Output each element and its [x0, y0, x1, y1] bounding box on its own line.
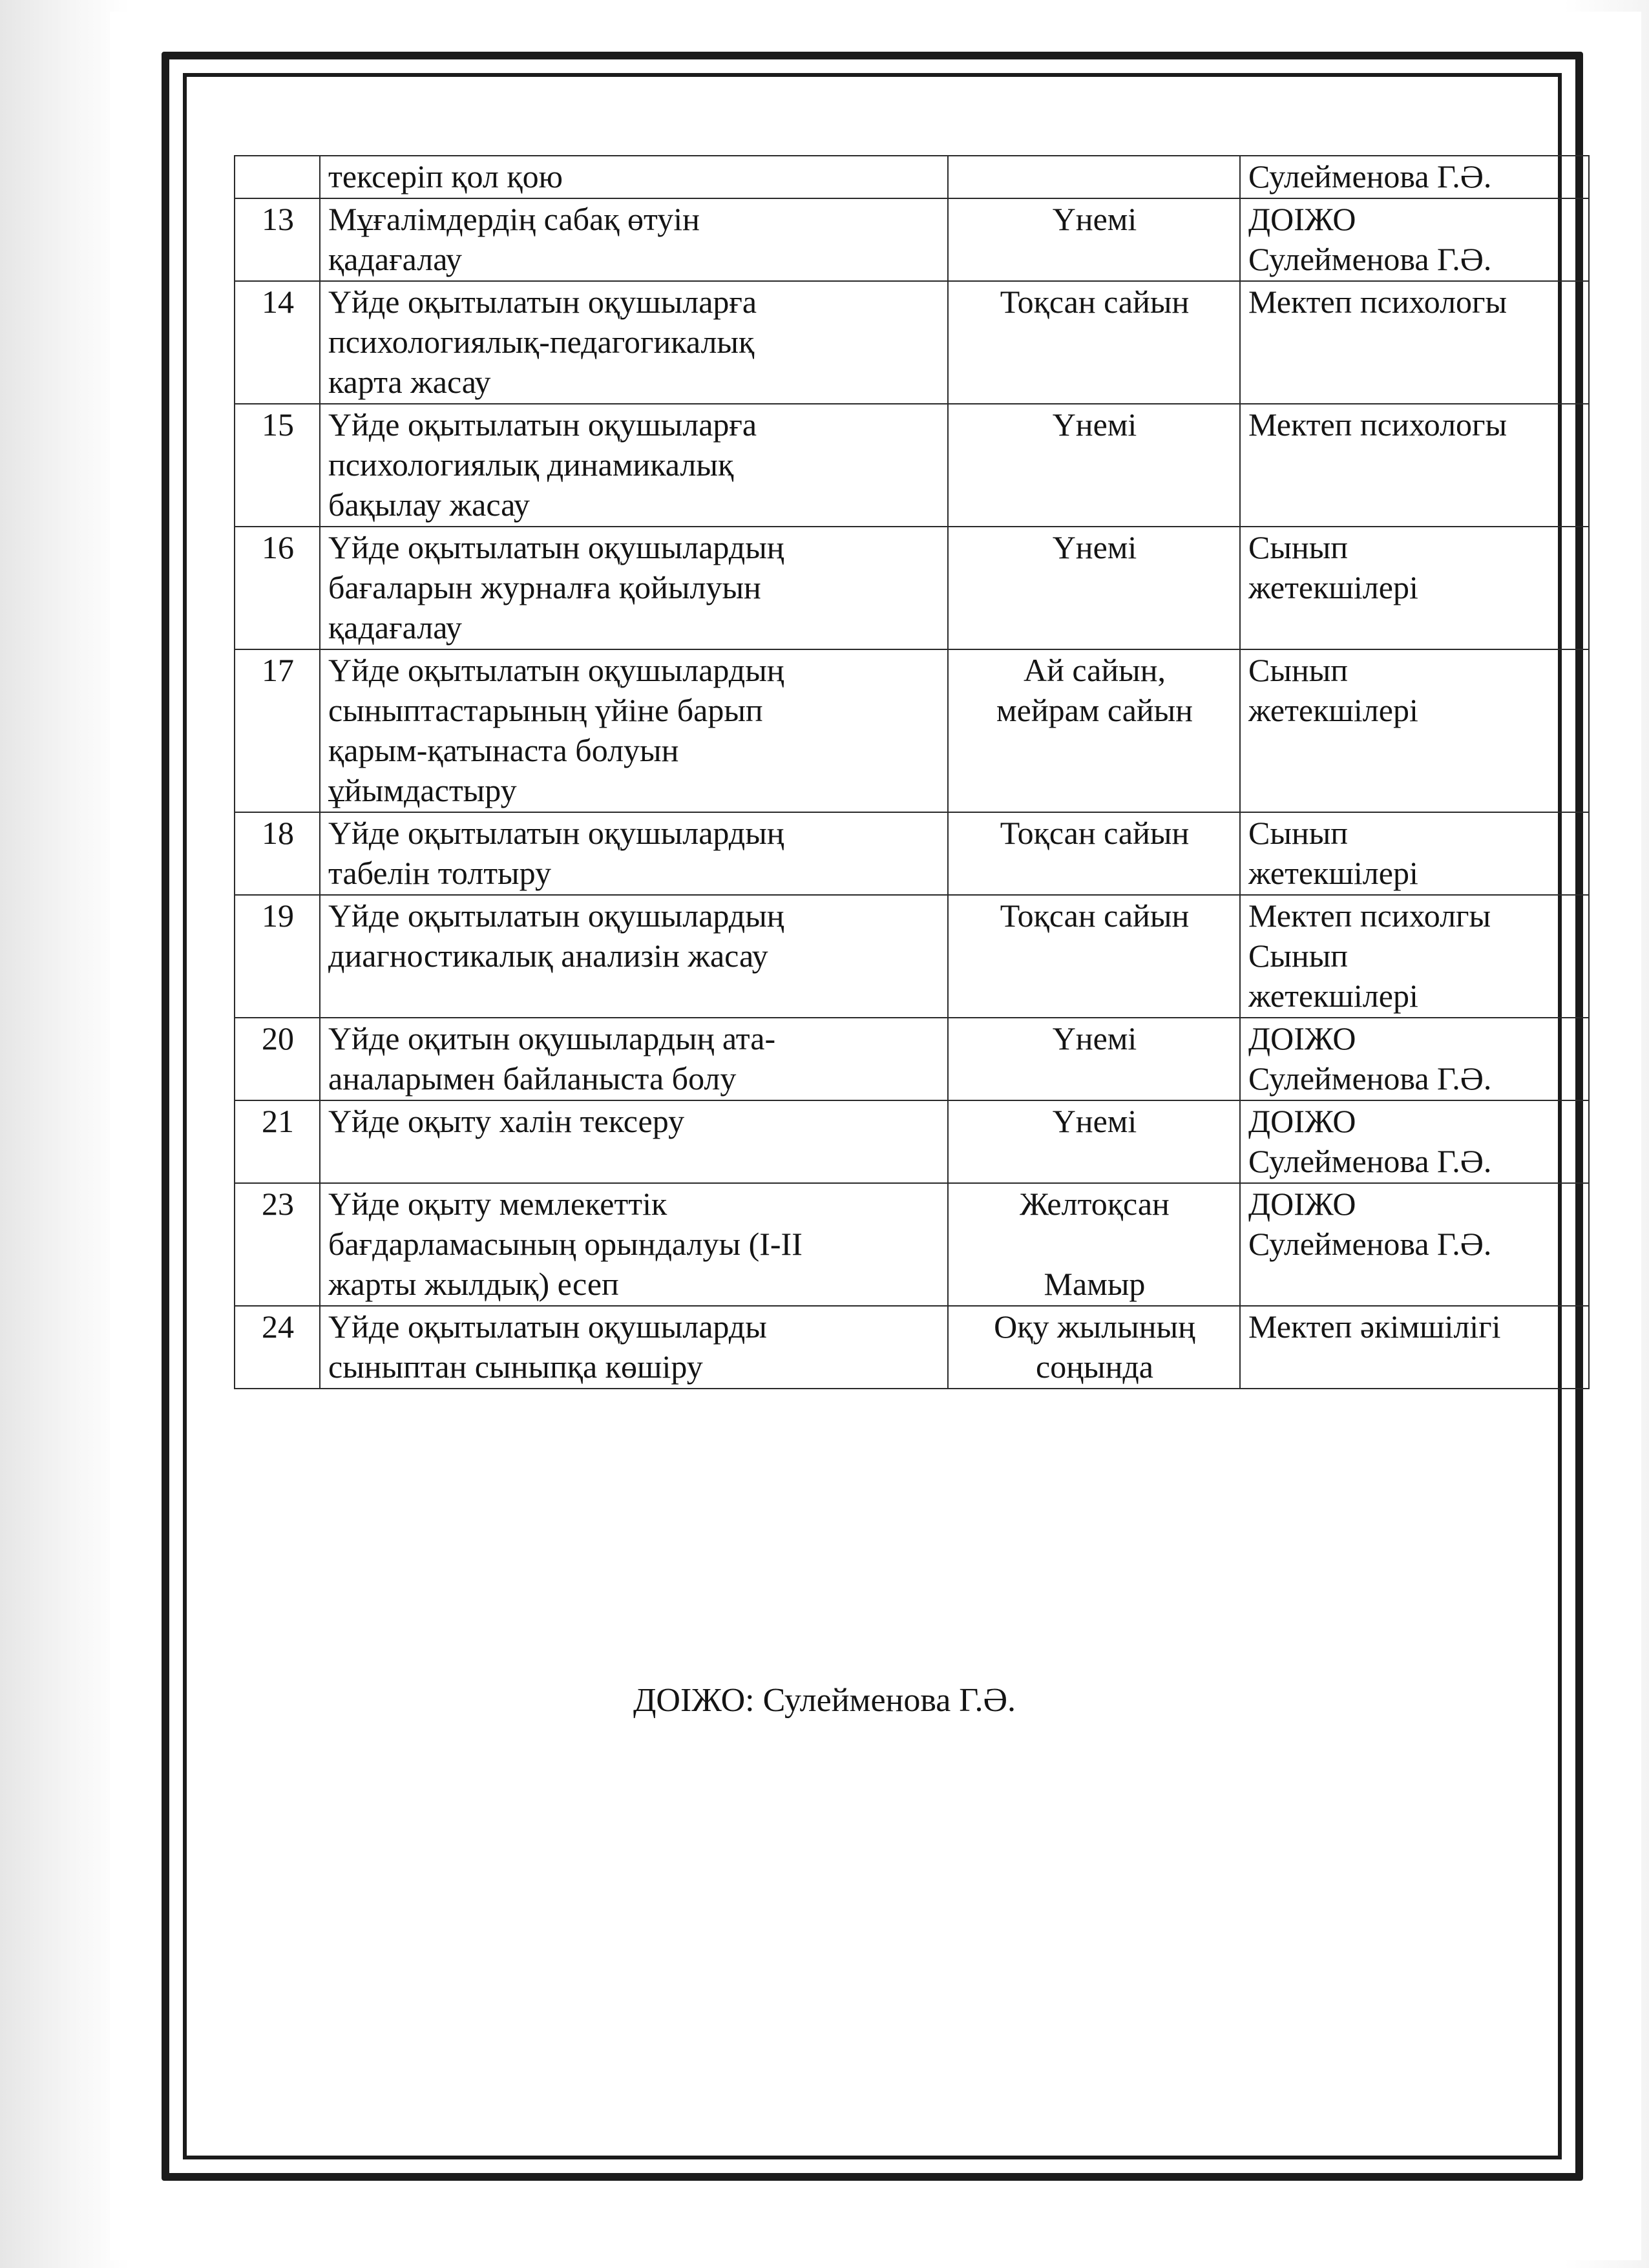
term-text: Үнемі	[1052, 1103, 1137, 1139]
task-text: бағаларын журналға қойылуын	[328, 569, 761, 605]
task-text: тексеріп қол қою	[328, 158, 563, 194]
task-cell	[320, 198, 948, 281]
responsible-text: Сынып	[1248, 652, 1349, 688]
row-number-text: 16	[262, 529, 294, 565]
responsible-text: Сулейменова Г.Ә.	[1248, 241, 1492, 277]
term-cell	[948, 895, 1240, 1018]
row-number-cell	[235, 649, 320, 812]
table-row	[235, 1100, 1589, 1183]
term-text	[956, 156, 1233, 196]
responsible-text: Сулейменова Г.Ә.	[1248, 158, 1492, 194]
task-text: Мұғалімдердің сабақ өтуін	[328, 201, 700, 237]
task-text: Үйде оқытылатын оқушыларды	[328, 1308, 767, 1345]
task-cell	[320, 812, 948, 895]
task-cell	[320, 156, 948, 198]
responsible-text: Сынып	[1248, 529, 1349, 565]
plan-table-body	[235, 156, 1589, 1389]
task-cell	[320, 1018, 948, 1100]
row-number-cell	[235, 527, 320, 649]
task-cell	[320, 1183, 948, 1306]
responsible-text: Сулейменова Г.Ә.	[1248, 1226, 1492, 1262]
plan-table	[234, 155, 1590, 1389]
responsible-cell	[1240, 1306, 1589, 1389]
responsible-text: Сулейменова Г.Ә.	[1248, 1060, 1492, 1097]
term-text	[956, 1224, 1233, 1264]
responsible-text: жетекшілері	[1248, 692, 1418, 728]
term-cell	[948, 281, 1240, 404]
term-text: Үнемі	[1052, 529, 1137, 565]
task-text: ұйымдастыру	[328, 772, 517, 808]
responsible-text: Мектеп психолгы	[1248, 898, 1491, 934]
term-text: Желтоқсан	[1020, 1186, 1170, 1222]
term-text: Тоқсан сайын	[1000, 898, 1190, 934]
row-number-cell	[235, 156, 320, 198]
table-row	[235, 1018, 1589, 1100]
table-row	[235, 198, 1589, 281]
responsible-cell	[1240, 812, 1589, 895]
term-text: Тоқсан сайын	[1000, 284, 1190, 320]
responsible-text: Сынып	[1248, 938, 1349, 974]
task-cell	[320, 404, 948, 527]
row-number-text: 18	[262, 815, 294, 851]
task-text: Үйде оқытылатын оқушылардың	[328, 529, 784, 565]
task-text: қадағалау	[328, 241, 462, 277]
task-text: сыныптан сыныпқа көшіру	[328, 1349, 703, 1385]
task-text: Үйде оқытылатын оқушылардың	[328, 815, 784, 851]
responsible-cell	[1240, 895, 1589, 1018]
responsible-text: ДОІЖО	[1248, 201, 1356, 237]
term-cell	[948, 812, 1240, 895]
task-text: диагностикалық анализін жасау	[328, 938, 768, 974]
responsible-cell	[1240, 404, 1589, 527]
task-text: табелін толтыру	[328, 855, 551, 891]
responsible-text: жетекшілері	[1248, 569, 1418, 605]
table-row	[235, 649, 1589, 812]
table-row	[235, 156, 1589, 198]
responsible-cell	[1240, 198, 1589, 281]
row-number-cell	[235, 812, 320, 895]
row-number-text: 14	[262, 284, 294, 320]
row-number-cell	[235, 281, 320, 404]
task-text: қадағалау	[328, 609, 462, 646]
task-text: Үйде оқыту мемлекеттік	[328, 1186, 667, 1222]
term-cell	[948, 198, 1240, 281]
term-text: Үнемі	[1052, 1020, 1137, 1056]
row-number-text: 17	[262, 652, 294, 688]
term-text: Оқу жылының	[994, 1308, 1195, 1345]
term-cell	[948, 156, 1240, 198]
term-text: соңында	[1036, 1349, 1153, 1385]
table-row	[235, 281, 1589, 404]
row-number-text: 13	[262, 201, 294, 237]
term-text: Мамыр	[1044, 1266, 1146, 1302]
task-cell	[320, 281, 948, 404]
task-text: психологиялық-педагогикалық	[328, 324, 755, 360]
task-text: сыныптастарының үйіне барып	[328, 692, 763, 728]
responsible-text: ДОІЖО	[1248, 1103, 1356, 1139]
responsible-text: Мектеп психологы	[1248, 284, 1507, 320]
row-number-cell	[235, 1183, 320, 1306]
task-text: жарты жылдық) есеп	[328, 1266, 619, 1302]
responsible-cell	[1240, 527, 1589, 649]
row-number-cell	[235, 895, 320, 1018]
responsible-text: Мектеп әкімшілігі	[1248, 1308, 1501, 1345]
signature-line: ДОІЖО: Сулейменова Г.Ә.	[633, 1682, 1016, 1719]
row-number-text: 24	[262, 1308, 294, 1345]
term-cell	[948, 1018, 1240, 1100]
term-cell	[948, 649, 1240, 812]
task-text: бағдарламасының орындалуы (I-II	[328, 1226, 803, 1262]
row-number-text: 21	[262, 1103, 294, 1139]
term-cell	[948, 404, 1240, 527]
responsible-cell	[1240, 649, 1589, 812]
term-text: Үнемі	[1052, 201, 1137, 237]
responsible-text: Сулейменова Г.Ә.	[1248, 1143, 1492, 1179]
responsible-text: Мектеп психологы	[1248, 406, 1507, 443]
term-text: мейрам сайын	[996, 692, 1193, 728]
task-cell	[320, 649, 948, 812]
task-text: Үйде оқытылатын оқушыларға	[328, 406, 757, 443]
task-cell	[320, 1100, 948, 1183]
responsible-cell	[1240, 1018, 1589, 1100]
responsible-text: жетекшілері	[1248, 978, 1418, 1014]
term-cell	[948, 527, 1240, 649]
task-text: қарым-қатынаста болуын	[328, 732, 679, 768]
row-number-text: 19	[262, 898, 294, 934]
table-row	[235, 895, 1589, 1018]
task-text: бақылау жасау	[328, 487, 530, 523]
responsible-cell	[1240, 281, 1589, 404]
table-row	[235, 527, 1589, 649]
table-row	[235, 1183, 1589, 1306]
row-number-text: 23	[262, 1186, 294, 1222]
row-number-cell	[235, 1018, 320, 1100]
row-number-cell	[235, 1100, 320, 1183]
task-text: Үйде оқытылатын оқушылардың	[328, 898, 784, 934]
responsible-text: Сынып	[1248, 815, 1349, 851]
term-cell	[948, 1183, 1240, 1306]
row-number-text: 15	[262, 406, 294, 443]
responsible-text: жетекшілері	[1248, 855, 1418, 891]
term-cell	[948, 1100, 1240, 1183]
table-row	[235, 404, 1589, 527]
responsible-cell	[1240, 1183, 1589, 1306]
task-text: карта жасау	[328, 364, 491, 400]
responsible-text: ДОІЖО	[1248, 1186, 1356, 1222]
task-cell	[320, 895, 948, 1018]
task-text: Үйде оқытылатын оқушылардың	[328, 652, 784, 688]
task-text: Үйде оқытылатын оқушыларға	[328, 284, 757, 320]
term-cell	[948, 1306, 1240, 1389]
task-text: Үйде оқитын оқушылардың ата-	[328, 1020, 776, 1056]
task-text: аналарымен байланыста болу	[328, 1060, 737, 1097]
term-text: Тоқсан сайын	[1000, 815, 1190, 851]
table-row	[235, 1306, 1589, 1389]
responsible-cell	[1240, 156, 1589, 198]
task-text: Үйде оқыту халін тексеру	[328, 1103, 685, 1139]
task-cell	[320, 527, 948, 649]
task-cell	[320, 1306, 948, 1389]
row-number-cell	[235, 404, 320, 527]
term-text: Үнемі	[1052, 406, 1137, 443]
term-text: Ай сайын,	[1024, 652, 1166, 688]
responsible-text: ДОІЖО	[1248, 1020, 1356, 1056]
row-number-text: 20	[262, 1020, 294, 1056]
row-number-cell	[235, 198, 320, 281]
table-row	[235, 812, 1589, 895]
responsible-cell	[1240, 1100, 1589, 1183]
row-number-cell	[235, 1306, 320, 1389]
task-text: психологиялық динамикалық	[328, 446, 734, 483]
